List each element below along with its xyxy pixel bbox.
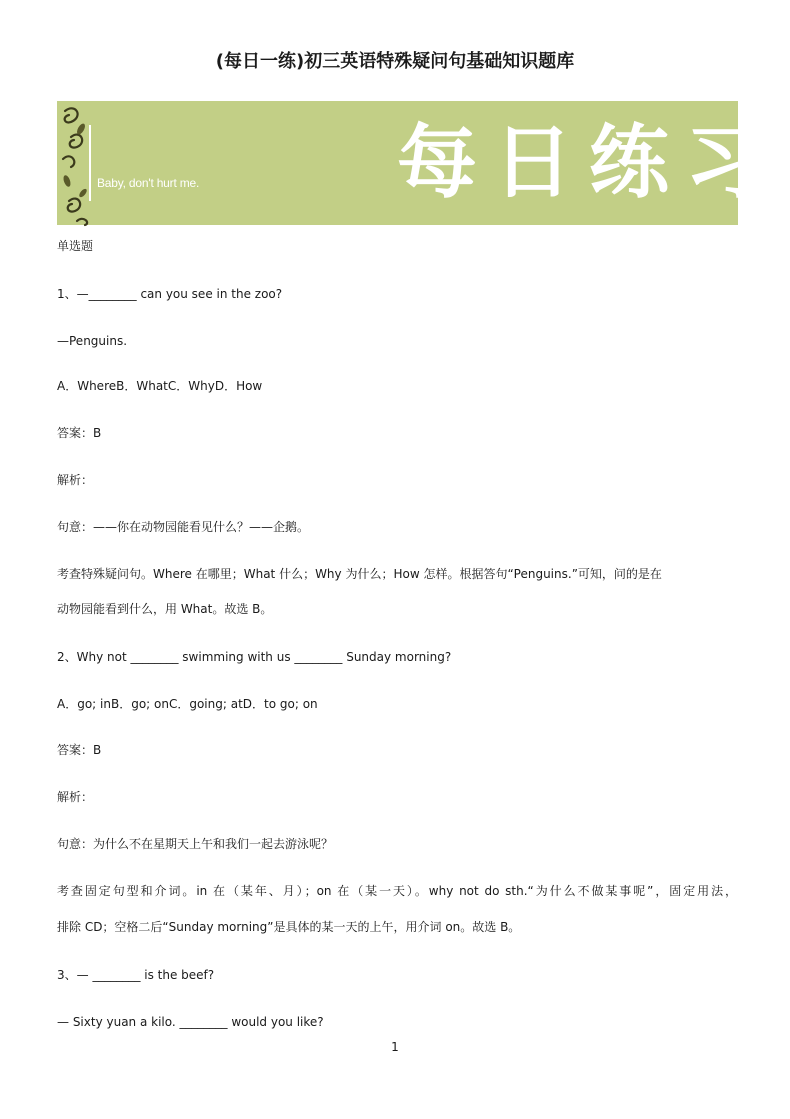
question-1-stem: 1、—________ can you see in the zoo?	[57, 287, 283, 301]
question-2-meaning: 句意：为什么不在星期天上午和我们一起去游泳呢？	[57, 837, 334, 851]
question-2-explanation-line-2: 排除 CD；空格二后“Sunday morning”是具体的某一天的上午，用介词 on。故选 B。	[57, 920, 521, 934]
banner-headline: 每日练习	[397, 116, 781, 209]
question-2-options: A．go; inB．go; onC．going; atD．to go; on	[57, 697, 318, 711]
question-2-analysis-label: 解析：	[57, 790, 94, 804]
question-3-stem: 3、— ________ is the beef?	[57, 968, 215, 982]
question-2-answer: 答案：B	[57, 743, 102, 757]
banner-image	[57, 101, 781, 225]
question-1-analysis-label: 解析：	[57, 473, 94, 487]
question-2-explanation-line-1: 考查固定句型和介词。in 在（某年、月）；on 在（某一天）。why not do sth.“为什么不做某事呢”，固定用法，	[57, 884, 737, 898]
banner-divider	[89, 125, 91, 201]
vine-decoration-icon	[57, 101, 117, 225]
question-1-meaning: 句意：——你在动物园能看见什么？——企鹅。	[57, 520, 310, 534]
banner-slogan: Baby, don't hurt me.	[97, 176, 200, 190]
question-1-explanation-line-1: 考查特殊疑问句。Where 在哪里；What 什么；Why 为什么；How 怎样。根据答句“Penguins.”可知，问的是在	[57, 567, 662, 581]
section-heading: 单选题	[57, 239, 94, 253]
question-1-answer: 答案：B	[57, 426, 102, 440]
question-1-reply: —Penguins.	[57, 334, 128, 348]
question-3-reply: — Sixty yuan a kilo. ________ would you like?	[57, 1015, 324, 1029]
question-2-stem: 2、Why not ________ swimming with us ________ Sunday morning?	[57, 650, 452, 664]
question-1-explanation-line-2: 动物园能看到什么，用 What。故选 B。	[57, 602, 273, 616]
document-title: (每日一练)初三英语特殊疑问句基础知识题库	[215, 51, 575, 72]
question-1-options: A．WhereB．WhatC．WhyD．How	[57, 379, 263, 393]
page-number: 1	[391, 1040, 399, 1054]
